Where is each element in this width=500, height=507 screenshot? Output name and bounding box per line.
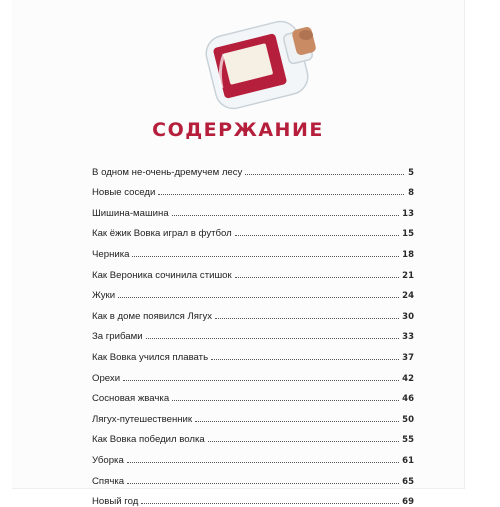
dot-leader (235, 226, 399, 236)
toc-entry-page-number: 5 (404, 168, 414, 178)
toc-entry (92, 281, 414, 302)
toc-entry (92, 198, 414, 219)
dot-leader (172, 391, 399, 401)
toc-entry (92, 239, 414, 260)
dot-leader (118, 288, 399, 298)
dot-leader (208, 432, 399, 442)
toc-entry-page-number: 33 (399, 332, 414, 342)
toc-entry-page-number: 69 (399, 497, 414, 507)
toc-entry-title: Как Вовка победил волка (92, 434, 208, 445)
jar-with-cork-icon (202, 18, 328, 110)
toc-entry (92, 157, 414, 178)
toc-entry (92, 342, 414, 363)
toc-entry-page-number: 61 (399, 456, 414, 466)
toc-entry-title: Спячка (92, 476, 127, 487)
toc-entry-title: Уборка (92, 455, 127, 466)
toc-entry-page-number: 50 (399, 415, 414, 425)
toc-entry (92, 384, 414, 405)
dot-leader (127, 453, 399, 463)
dot-leader (158, 185, 404, 195)
dot-leader (141, 494, 399, 504)
toc-entry-page-number: 30 (399, 312, 414, 322)
toc-entry-title: Орехи (92, 373, 123, 384)
toc-entry (92, 404, 414, 425)
toc-entry (92, 487, 414, 507)
dot-leader (211, 350, 399, 360)
toc-entry-title: Как Вовка учился плавать (92, 352, 211, 363)
toc-entry-title: Как в доме появился Лягух (92, 311, 215, 322)
toc-entry-title: Лягух-путешественник (92, 414, 195, 425)
toc-entry-page-number: 18 (399, 250, 414, 260)
dot-leader (235, 268, 399, 278)
toc-entry-page-number: 24 (399, 291, 414, 301)
toc-entry (92, 322, 414, 343)
toc-entry-page-number: 55 (399, 435, 414, 445)
toc-entry-page-number: 15 (399, 229, 414, 239)
toc-entry-title: Новый год (92, 496, 141, 507)
dot-leader (132, 247, 399, 257)
toc-entry-title: В одном не-очень-дремучем лесу (92, 167, 245, 178)
toc-entry-page-number: 46 (399, 394, 414, 404)
toc-entry-title: Как ёжик Вовка играл в футбол (92, 228, 235, 239)
toc-entry-page-number: 37 (399, 353, 414, 363)
toc-entry-page-number: 13 (399, 209, 414, 219)
page-title: СОДЕРЖАНИЕ (12, 119, 464, 141)
dot-leader (127, 474, 399, 484)
dot-leader (245, 165, 404, 175)
toc-entry (92, 260, 414, 281)
toc-entry-title: За грибами (92, 331, 146, 342)
toc-entry-page-number: 42 (399, 374, 414, 384)
toc-entry-page-number: 21 (399, 271, 414, 281)
toc-entry (92, 445, 414, 466)
toc-entry-page-number: 8 (404, 188, 414, 198)
toc-entry (92, 219, 414, 240)
toc-entry (92, 425, 414, 446)
dot-leader (215, 309, 399, 319)
toc-entry-title: Сосновая жвачка (92, 393, 172, 404)
dot-leader (146, 329, 400, 339)
toc-entry (92, 301, 414, 322)
toc-entry-title: Шишина-машина (92, 208, 172, 219)
toc-entry (92, 178, 414, 199)
toc-entry-title: Как Вероника сочинила стишок (92, 270, 235, 281)
dot-leader (172, 206, 399, 216)
toc-entry-page-number: 65 (399, 477, 414, 487)
dot-leader (123, 371, 399, 381)
toc-entry-title: Черника (92, 249, 132, 260)
dot-leader (195, 412, 399, 422)
toc-entry (92, 363, 414, 384)
toc-entry (92, 466, 414, 487)
toc-entry-title: Жуки (92, 290, 118, 301)
toc-entry-title: Новые соседи (92, 187, 158, 198)
book-page (12, 0, 465, 489)
table-of-contents (92, 157, 414, 507)
